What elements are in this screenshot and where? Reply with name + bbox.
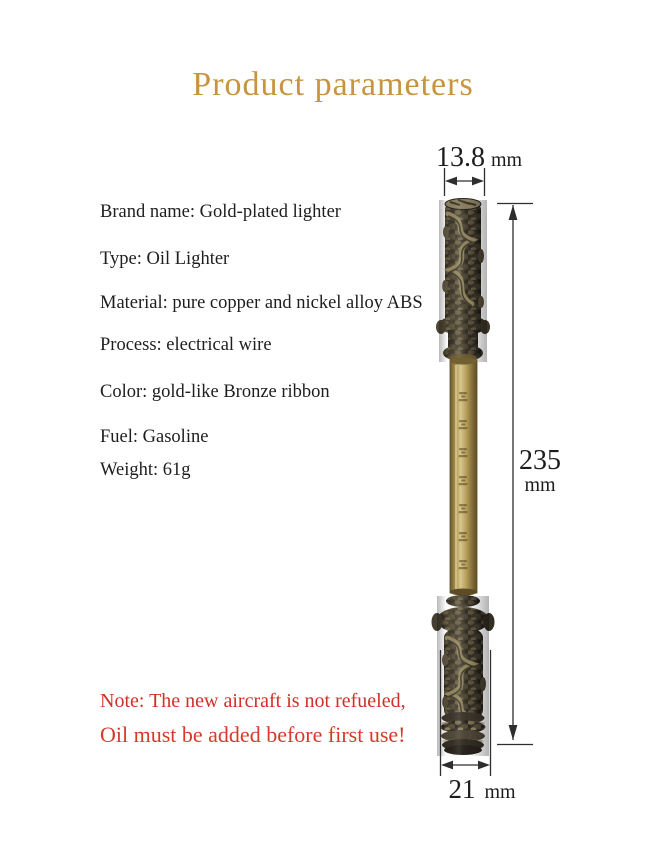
lighter-top-section <box>436 199 490 363</box>
spec-item-type: Type: Oil Lighter <box>100 249 230 269</box>
dim-height-unit: mm <box>524 474 556 497</box>
arrowhead-right <box>472 177 484 186</box>
arrowhead-up <box>509 205 518 220</box>
spec-item-brand: Brand name: Gold-plated lighter <box>100 202 341 222</box>
note-line-1: Note: The new aircraft is not refueled, <box>100 690 406 712</box>
dim-top-width-value: 13.8 <box>436 142 485 173</box>
page-title: Product parameters <box>192 66 474 103</box>
arrowhead-left <box>445 177 457 186</box>
arrowhead-left <box>441 761 453 770</box>
dim-bottom-width-label <box>436 774 528 805</box>
spec-item-color: Color: gold-like Bronze ribbon <box>100 382 330 402</box>
spec-item-process: Process: electrical wire <box>100 335 272 355</box>
dim-top-width-unit: mm <box>491 149 523 171</box>
dim-bottom-width-value: 21 <box>448 774 476 804</box>
dim-height-value: 235 <box>519 445 561 476</box>
lighter-tube <box>450 358 477 596</box>
dim-top-width-label <box>436 142 522 174</box>
dim-bottom-width-unit: mm <box>484 781 516 803</box>
spec-item-material: Material: pure copper and nickel alloy ABS <box>100 293 423 313</box>
dim-height-label <box>512 446 568 496</box>
spec-item-fuel: Fuel: Gasoline <box>100 427 209 447</box>
spec-item-weight: Weight: 61g <box>100 460 191 480</box>
note-line-2: Oil must be added before first use! <box>100 722 406 747</box>
arrowhead-right <box>478 761 490 770</box>
arrowhead-down <box>509 725 518 740</box>
